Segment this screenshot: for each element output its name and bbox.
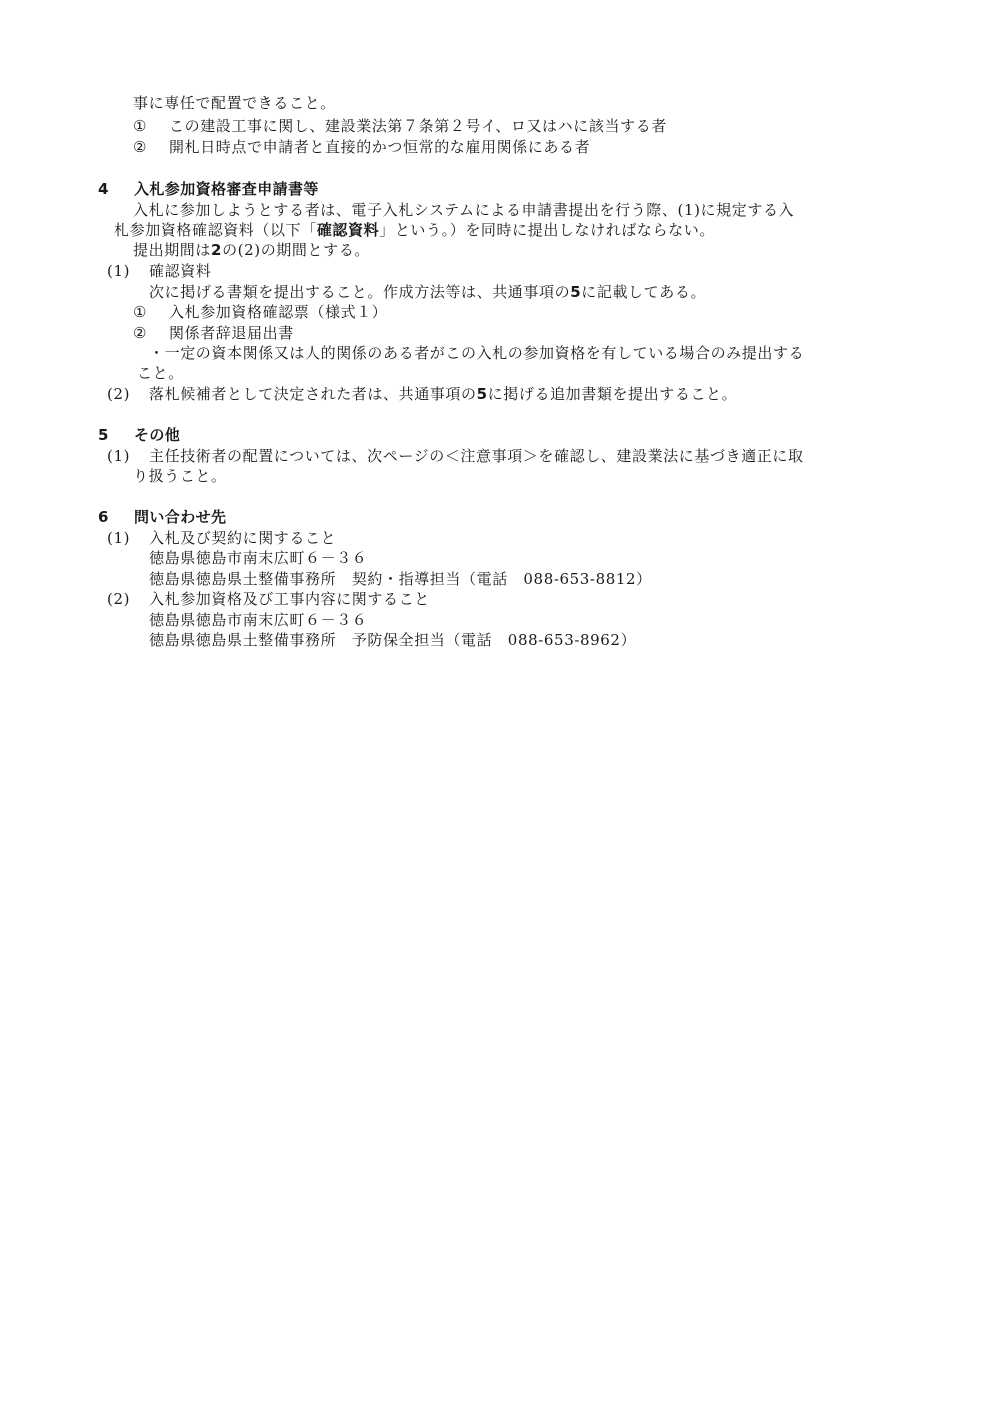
item-text: 関係者辞退届出書: [169, 324, 294, 342]
section-5-sub-1-line-1: [107, 446, 804, 466]
section-6-sub-2-address: 徳島県徳島市南末広町６－３６: [149, 611, 368, 629]
sub-title: 入札参加資格及び工事内容に関すること: [149, 590, 430, 608]
sub-number: (1): [107, 529, 131, 547]
section-title: 入札参加資格審査申請書等: [134, 180, 319, 198]
sub-title: 入札及び契約に関すること: [149, 529, 337, 547]
text-fragment: 落札候補者として決定された者は、共通事項の: [149, 385, 477, 403]
intro-item-2: [133, 137, 590, 157]
text-fragment: に掲げる追加書類を提出すること。: [487, 385, 738, 403]
section-4-sub-1-heading: [107, 261, 211, 281]
section-number: 4: [98, 180, 109, 198]
section-4-heading: [98, 179, 319, 199]
item-text: 入札参加資格確認票（様式１）: [169, 303, 388, 321]
sub-number: (2): [107, 590, 131, 608]
intro-line: 事に専任で配置できること。: [133, 94, 336, 112]
sub-text: 主任技術者の配置については、次ページの＜注意事項＞を確認し、建設業法に基づき適正に取: [149, 447, 804, 465]
text-fragment: の(2)の期間とする。: [222, 241, 370, 259]
section-number: 6: [98, 508, 109, 526]
section-6-sub-1-address: 徳島県徳島市南末広町６－３６: [149, 549, 368, 567]
sub-number: (2): [107, 385, 131, 403]
section-6-sub-2-office: 徳島県徳島県土整備事務所 予防保全担当（電話 088-653-8962）: [149, 631, 637, 649]
text-fragment: 」という。）を同時に提出しなければならない。: [379, 221, 715, 239]
section-6-sub-1-heading: [107, 528, 336, 548]
item-marker: ②: [133, 138, 148, 156]
section-4-para-2: [133, 240, 370, 260]
section-6-sub-2-heading: [107, 589, 430, 609]
item-marker: ②: [133, 324, 148, 342]
section-6-heading: [98, 507, 226, 527]
bold-term: 確認資料: [316, 221, 380, 239]
text-fragment: 次に掲げる書類を提出すること。作成方法等は、共通事項の: [149, 283, 571, 301]
intro-item-1: [133, 116, 667, 136]
text-fragment: 札参加資格確認資料（以下「: [114, 221, 317, 239]
section-4-sub-1-item-1: [133, 302, 387, 322]
item-text: この建設工事に関し、建設業法第７条第２号イ、ロ又はハに該当する者: [169, 117, 667, 135]
section-6-sub-1-office: 徳島県徳島県土整備事務所 契約・指導担当（電話 088-653-8812）: [149, 570, 652, 588]
item-marker: ①: [133, 117, 148, 135]
section-4-note-line-1: ・一定の資本関係又は人的関係のある者がこの入札の参加資格を有している場合のみ提出する: [149, 344, 805, 362]
section-title: その他: [134, 426, 181, 444]
section-4-sub-2: [107, 384, 737, 404]
section-title: 問い合わせ先: [134, 508, 227, 526]
section-4-para-1-line-1: 入札に参加しようとする者は、電子入札システムによる申請書提出を行う際、(1)に規定する入: [133, 201, 795, 219]
item-marker: ①: [133, 303, 148, 321]
item-text: 開札日時点で申請者と直接的かつ恒常的な雇用関係にある者: [169, 138, 591, 156]
bold-term: 2: [211, 241, 223, 259]
section-4-note-line-2: こと。: [137, 364, 184, 382]
sub-number: (1): [107, 262, 131, 280]
text-fragment: 提出期間は: [133, 241, 212, 259]
bold-term: 5: [570, 283, 582, 301]
text-fragment: に記載してある。: [581, 283, 707, 301]
section-4-sub-1-item-2: [133, 323, 294, 343]
section-5-sub-1-line-2: り扱うこと。: [133, 467, 227, 485]
section-4-sub-1-text: [149, 282, 706, 302]
section-4-para-1-line-2: [114, 220, 715, 240]
bold-term: 5: [476, 385, 488, 403]
section-number: 5: [98, 426, 109, 444]
sub-title: 確認資料: [149, 262, 212, 280]
section-5-heading: [98, 425, 180, 445]
sub-number: (1): [107, 447, 131, 465]
